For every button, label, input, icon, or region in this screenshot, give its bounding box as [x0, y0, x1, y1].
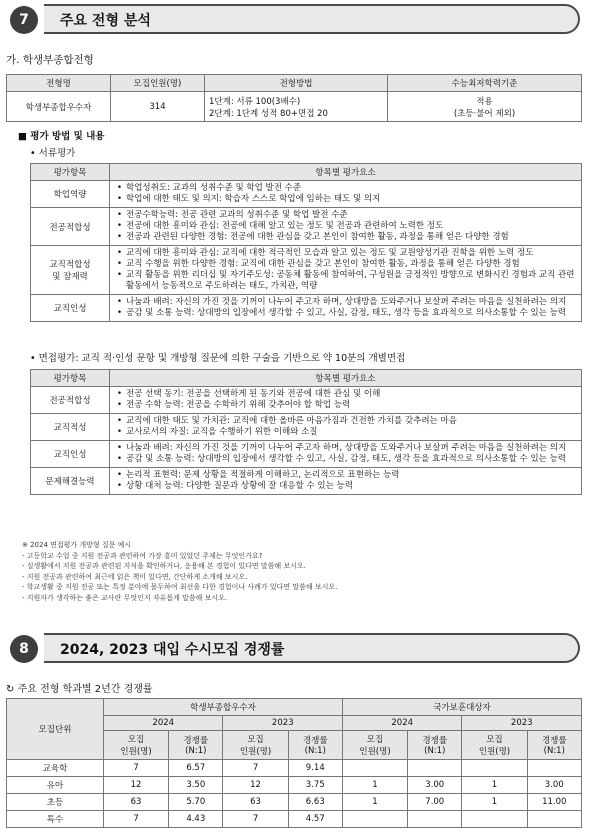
- list-item: • 교직에 대한 태도 및 가치관: 교직에 대한 올바른 마음가짐과 건전한 가치를 갖추려는 마음: [126, 416, 577, 427]
- program-name: 학생부종합우수자: [7, 92, 111, 122]
- value-cell: 1: [342, 777, 407, 794]
- comp-heading: [6, 680, 153, 695]
- eval-item-line: 교직적합성: [49, 260, 91, 270]
- value-cell: 7: [223, 760, 288, 777]
- value-cell: [527, 811, 581, 828]
- notes-block: [22, 540, 337, 603]
- eval-item-line: 교직인성: [53, 450, 87, 460]
- sub-header: [104, 731, 169, 760]
- eval-elements: [110, 295, 582, 322]
- eval-list: [114, 248, 577, 292]
- list-item: • 학업에 대한 태도 및 의지: 학습자 스스로 학업에 임하는 태도 및 의지: [126, 194, 577, 205]
- sub-header-line: 경쟁률: [541, 736, 567, 746]
- sub-header-line: 모집: [127, 735, 145, 745]
- method-step2: 2단계: 1단계 성적 80+면접 20: [209, 108, 328, 119]
- year-header: 2023: [223, 716, 342, 731]
- unit-cell: 교육학: [7, 760, 104, 777]
- program-method: [205, 92, 388, 122]
- eval-item-line: 전공적합성: [49, 396, 91, 406]
- eval-elements: [110, 246, 582, 295]
- value-cell: 9.14: [288, 760, 342, 777]
- value-cell: 63: [104, 794, 169, 811]
- list-item: • 공감 및 소통 능력: 상대방의 입장에서 생각할 수 있고, 사실, 감정, 태도, 생각 등을 효과적으로 의사소통할 수 있는 능력: [126, 308, 577, 319]
- table-row: [31, 414, 582, 441]
- list-item: • 전공 선택 동기: 전공을 선택하게 된 동기와 전공에 대한 관심 및 이해: [126, 389, 577, 400]
- list-item: • 교직에 대한 흥미와 관심: 교직에 대한 적극적인 모습과 알고 있는 정도 및 교원양성기관 진학을 위한 노력 정도: [126, 248, 577, 259]
- list-item: • 전공과 관련된 다양한 경험: 전공에 대한 관심을 갖고 본인이 참여한 활동, 과정을 통해 얻은 다양한 경험: [126, 232, 577, 243]
- eval-item: [31, 414, 110, 441]
- value-cell: 1: [342, 794, 407, 811]
- value-cell: 4.57: [288, 811, 342, 828]
- interview-heading: • 면접평가: 교직 적·인성 문항 및 개방형 질문에 의한 구술을 기반으로 약 10분의 개별면접: [30, 353, 406, 364]
- value-cell: [342, 811, 407, 828]
- section-8-banner: [10, 633, 580, 665]
- eval-elements: [110, 208, 582, 246]
- eval-list: [114, 443, 577, 465]
- value-cell: [408, 760, 462, 777]
- header-row: [31, 370, 582, 387]
- unit-cell: 특수: [7, 811, 104, 828]
- doc-eval-text: 서류평가: [38, 148, 76, 159]
- sub-header-line: 모집: [247, 735, 264, 745]
- section-title: 2024, 2023 대입 수시모집 경쟁률: [60, 642, 285, 658]
- sub-header-line: 인원(명): [239, 747, 272, 757]
- header-cell: 평가항목: [31, 370, 110, 387]
- sub-header-line: 경쟁률: [183, 736, 209, 746]
- eval-list: [114, 210, 577, 243]
- header-row: [31, 164, 582, 181]
- eval-elements: [110, 387, 582, 414]
- program-min: [388, 92, 582, 122]
- list-item: • 학업성취도: 교과의 성취수준 및 학업 발전 수준: [126, 183, 577, 194]
- value-cell: 12: [104, 777, 169, 794]
- table-row: [31, 468, 582, 495]
- value-cell: 1: [462, 777, 527, 794]
- header-cell: 평가항목: [31, 164, 110, 181]
- value-cell: 1: [462, 794, 527, 811]
- unit-cell: 유아: [7, 777, 104, 794]
- sub-header: [527, 731, 581, 760]
- eval-item: [31, 387, 110, 414]
- competition-table: [6, 698, 582, 828]
- eval-list: [114, 297, 577, 319]
- method-step1: 1단계: 서류 100(3배수): [209, 96, 301, 107]
- header-cell: 항목별 평가요소: [110, 370, 582, 387]
- eval-list: [114, 470, 577, 492]
- doc-eval-heading: • 서류평가: [30, 148, 76, 159]
- sub-header: [169, 731, 223, 760]
- eval-item: [31, 208, 110, 246]
- section-7-banner: [10, 4, 580, 36]
- sub-header-line: 인원(명): [359, 747, 391, 757]
- value-cell: 63: [223, 794, 288, 811]
- comp-heading-text: 주요 전형 학과별 2년간 경쟁률: [17, 684, 153, 695]
- value-cell: 3.00: [527, 777, 581, 794]
- list-item: • 논리적 표현력: 문제 상황을 적절하게 이해하고, 논리적으로 표현하는 능력: [126, 470, 577, 481]
- value-cell: [462, 811, 527, 828]
- list-item: • 교사로서의 자질: 교직을 수행하기 위한 이해와 소질: [126, 427, 577, 438]
- sub-header-line: (N:1): [185, 746, 207, 756]
- program-count: 314: [111, 92, 205, 122]
- value-cell: 5.70: [169, 794, 223, 811]
- eval-elements: [110, 468, 582, 495]
- header-cell: 모집인원(명): [111, 75, 205, 92]
- note-line: - 지원자가 생각하는 좋은 교사란 무엇인지 자유롭게 말씀해 보시오.: [22, 593, 228, 602]
- list-item: • 나눔과 배려: 자신의 가진 것을 기꺼이 나누어 주고자 하며, 상대방을 도와주거나 보살펴 주려는 마음을 실천하려는 의지: [126, 297, 577, 308]
- value-cell: [527, 760, 581, 777]
- eval-heading: ■ 평가 방법 및 내용: [18, 131, 105, 142]
- table-row: [31, 181, 582, 208]
- value-cell: 4.43: [169, 811, 223, 828]
- value-cell: [408, 811, 462, 828]
- doc-eval-table: [30, 163, 582, 322]
- value-cell: 12: [223, 777, 288, 794]
- header-cell: 전형방법: [205, 75, 388, 92]
- eval-list: [114, 416, 577, 438]
- sub-header: [288, 731, 342, 760]
- section-number: 7: [10, 6, 38, 34]
- sub-header-line: 모집: [486, 735, 503, 745]
- table-row: [31, 441, 582, 468]
- value-cell: 7: [104, 760, 169, 777]
- eval-item-line: 교직인성: [53, 304, 87, 314]
- list-item: • 전공수학능력: 전공 관련 교과의 성취수준 및 학업 발전 수준: [126, 210, 577, 221]
- sub-header-line: (N:1): [543, 746, 565, 756]
- unit-cell: 초등: [7, 794, 104, 811]
- eval-item: [31, 441, 110, 468]
- group-header: 국가보훈대상자: [342, 699, 581, 716]
- value-cell: 3.00: [408, 777, 462, 794]
- year-header: 2024: [104, 716, 223, 731]
- header-cell: 항목별 평가요소: [110, 164, 582, 181]
- value-cell: 3.75: [288, 777, 342, 794]
- table-row: [7, 777, 582, 794]
- min-applied: 적용: [476, 96, 493, 107]
- note-line: - 학교생활 중 지원 전공 또는 특정 분야에 몰두하여 최선을 다한 경험이나 사례가 있다면 말씀해 보시오.: [22, 583, 338, 591]
- table-row: [7, 760, 582, 777]
- eval-item: [31, 246, 110, 295]
- value-cell: [342, 760, 407, 777]
- sub-header-line: 경쟁률: [422, 736, 448, 746]
- sub-header: [223, 731, 288, 760]
- value-cell: 7.00: [408, 794, 462, 811]
- list-item: • 교직 활동을 위한 리더십 및 자기주도성: 공동체 활동에 참여하여, 구성원을 긍정적인 방향으로 변화시킨 경험과 교직 관련 활동에서 능동적으로 주도하려는 태도, 가치관, 역량: [126, 270, 577, 292]
- eval-item: [31, 468, 110, 495]
- value-cell: 6.57: [169, 760, 223, 777]
- section-number: 8: [10, 635, 38, 663]
- header-cell: 수능최저학력기준: [388, 75, 582, 92]
- header-row: [7, 699, 582, 716]
- year-header: 2024: [342, 716, 461, 731]
- table-row: [7, 794, 582, 811]
- note-line: ※ 2024 면접평가 개방형 질문 예시: [22, 541, 132, 549]
- eval-item-line: 학업역량: [53, 190, 87, 200]
- sub-header-line: 모집: [366, 735, 384, 745]
- eval-list: [114, 183, 577, 205]
- eval-item-line: 교직적성: [53, 423, 87, 433]
- sub-header-line: (N:1): [304, 746, 326, 756]
- subsection-title: 가. 학생부종합전형: [6, 54, 94, 66]
- group-header: 학생부종합우수자: [104, 699, 343, 716]
- value-cell: 7: [223, 811, 288, 828]
- eval-list: [114, 389, 577, 411]
- year-header: 2023: [462, 716, 582, 731]
- eval-item: [31, 181, 110, 208]
- table-row: [7, 811, 582, 828]
- sub-header-line: 경쟁률: [302, 736, 328, 746]
- eval-elements: [110, 441, 582, 468]
- table-row: [31, 246, 582, 295]
- value-cell: 7: [104, 811, 169, 828]
- eval-item: [31, 295, 110, 322]
- section-title: 주요 전형 분석: [60, 13, 151, 29]
- list-item: • 나눔과 배려: 자신의 가진 것을 기꺼이 나누어 주고자 하며, 상대방을 도와주거나 보살펴 주려는 마음을 실천하려는 의지: [126, 443, 577, 454]
- eval-heading-text: 평가 방법 및 내용: [30, 131, 105, 142]
- note-line: - 고등학교 수업 중 지원 전공과 관련하여 가장 흥미 있었던 주제는 무엇인가요?: [22, 551, 263, 560]
- eval-item-line: 전공적합성: [49, 222, 91, 233]
- eval-item-line: 문제해결능력: [45, 477, 95, 487]
- table-row: [31, 295, 582, 322]
- admission-table: [6, 74, 582, 122]
- eval-item-line: 및 잠재력: [52, 272, 88, 282]
- sub-header-line: 인원(명): [120, 747, 152, 757]
- sub-header: [408, 731, 462, 760]
- min-exception: (초등·불어 제외): [453, 108, 516, 119]
- table-row: [31, 208, 582, 246]
- list-item: • 전공에 대한 흥미와 관심: 전공에 대해 알고 있는 정도 및 전공과 관련하여 노력한 정도: [126, 221, 577, 232]
- note-line: - 실생활에서 지원 전공과 관련된 지식을 확인하거나, 응용해 본 경험이 있다면 말씀해 보시오.: [22, 562, 306, 570]
- eval-elements: [110, 414, 582, 441]
- sub-header: [462, 731, 527, 760]
- value-cell: [462, 760, 527, 777]
- unit-header: 모집단위: [7, 699, 104, 760]
- list-item: • 교직 수행을 위한 다양한 경험: 교직에 대한 관심을 갖고 본인이 참여한 활동, 과정을 통해 얻은 다양한 경험: [126, 259, 577, 270]
- value-cell: 3.50: [169, 777, 223, 794]
- header-cell: 전형명: [7, 75, 111, 92]
- sub-header-line: 인원(명): [478, 747, 511, 757]
- list-item: • 상황 대처 능력: 다양한 질문과 상황에 잘 대응할 수 있는 능력: [126, 481, 577, 492]
- list-item: • 전공 수학 능력: 전공을 수학하기 위해 갖추어야 할 학업 능력: [126, 400, 577, 411]
- arrow-icon: ↻: [6, 684, 15, 695]
- value-cell: 11.00: [527, 794, 581, 811]
- sub-header: [342, 731, 407, 760]
- interview-heading-text: 면접평가: 교직 적·인성 문항 및 개방형 질문에 의한 구술을 기반으로 약 10분의 개별면접: [38, 353, 406, 364]
- sub-header-line: (N:1): [424, 746, 446, 756]
- table-row: [31, 387, 582, 414]
- list-item: • 공감 및 소통 능력: 상대방의 입장에서 생각할 수 있고, 사실, 감정, 태도, 생각 등을 효과적으로 의사소통할 수 있는 능력: [126, 454, 577, 465]
- value-cell: 6.63: [288, 794, 342, 811]
- note-line: - 지원 전공과 관련하여 최근에 읽은 책이 있다면, 간단하게 소개해 보시오.: [22, 572, 248, 581]
- eval-elements: [110, 181, 582, 208]
- interview-eval-table: [30, 369, 582, 495]
